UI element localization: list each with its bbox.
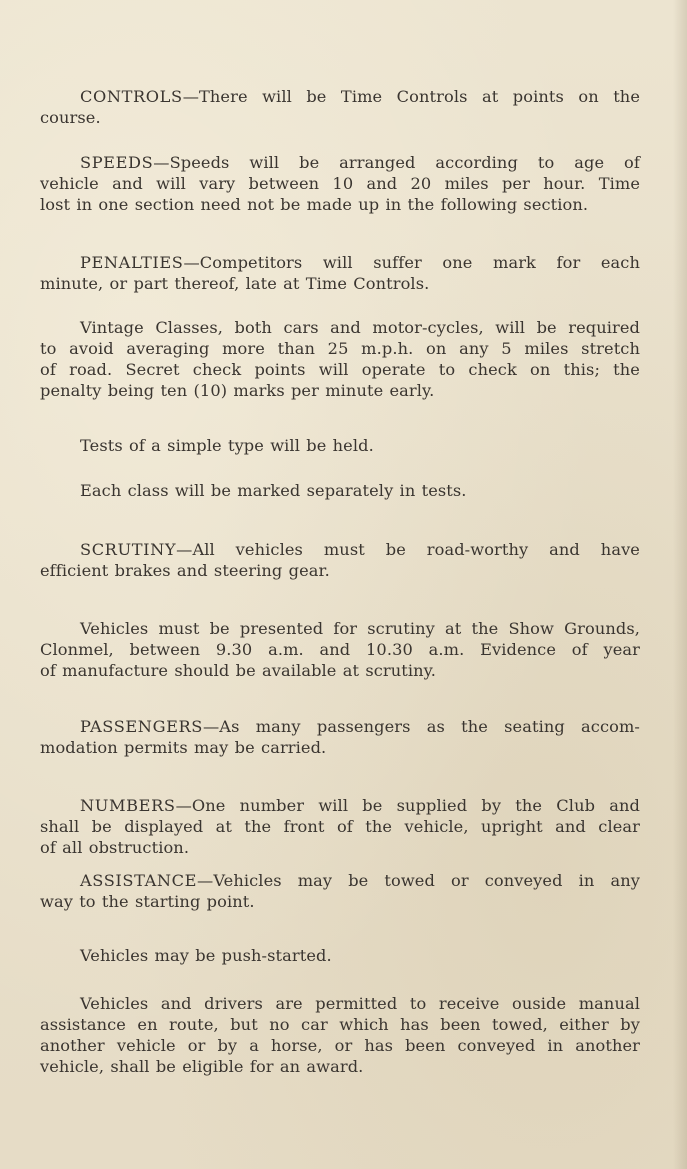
paragraph-line: [40, 560, 640, 581]
line-text: shall be displayed at the front of the vehicle, upright and clear: [40, 817, 640, 836]
paragraph-line: [40, 716, 640, 737]
section-heading: ASSISTANCE: [80, 871, 198, 890]
section-heading: SCRUTINY: [80, 540, 177, 559]
paragraph-line: [40, 1056, 640, 1077]
line-text: minute, or part thereof, late at Time Controls.: [40, 274, 430, 293]
line-text: course.: [40, 108, 101, 127]
paragraph-line: [40, 737, 640, 758]
line-text: efficient brakes and steering gear.: [40, 561, 330, 580]
paragraph-line: [40, 380, 640, 401]
paragraph-line: [40, 252, 640, 273]
line-text: —Competitors will suffer one mark for each: [183, 253, 640, 272]
paragraph-drivers: [40, 993, 640, 1077]
paragraph-line: [40, 173, 640, 194]
line-text: Vehicles must be presented for scrutiny at the Show Grounds,: [80, 619, 640, 638]
paragraph-presented: [40, 618, 640, 681]
paragraph-penalties: [40, 252, 640, 294]
line-text: —There will be Time Controls at points on the: [182, 87, 640, 106]
paragraph-scrutiny: [40, 539, 640, 581]
line-text: penalty being ten (10) marks per minute early.: [40, 381, 435, 400]
line-text: —One number will be supplied by the Club and: [175, 796, 640, 815]
paragraph-line: [40, 618, 640, 639]
paragraph-line: [40, 86, 640, 107]
paragraph-line: [40, 1014, 640, 1035]
section-heading: PENALTIES: [80, 253, 184, 272]
line-text: vehicle, shall be eligible for an award.: [40, 1057, 364, 1076]
line-text: Vehicles and drivers are permitted to receive ouside manual: [80, 994, 640, 1013]
paragraph-line: [40, 945, 640, 966]
paragraph-assistance: [40, 870, 640, 912]
line-text: —All vehicles must be road-worthy and have: [176, 540, 640, 559]
paragraph-line: [40, 660, 640, 681]
line-text: of all obstruction.: [40, 838, 190, 857]
line-text: way to the starting point.: [40, 892, 255, 911]
paragraph-line: [40, 1035, 640, 1056]
line-text: —Speeds will be arranged according to age of: [153, 153, 640, 172]
line-text: assistance en route, but no car which has been towed, either by: [40, 1015, 640, 1034]
line-text: to avoid averaging more than 25 m.p.h. on any 5 miles stretch: [40, 339, 640, 358]
line-text: —As many passengers as the seating accom-: [203, 717, 640, 736]
line-text: of manufacture should be available at scrutiny.: [40, 661, 437, 680]
section-heading: CONTROLS: [80, 87, 183, 106]
paragraph-marked: [40, 480, 640, 501]
paragraph-line: [40, 816, 640, 837]
line-text: another vehicle or by a horse, or has been conveyed in another: [40, 1036, 640, 1055]
paragraph-line: [40, 837, 640, 858]
paragraph-line: [40, 273, 640, 294]
page-edge-shadow: [673, 0, 687, 1169]
section-heading: NUMBERS: [80, 796, 176, 815]
line-text: vehicle and will vary between 10 and 20 miles per hour. Time: [40, 174, 640, 193]
paragraph-line: [40, 639, 640, 660]
paragraph-numbers: [40, 795, 640, 858]
paragraph-passengers: [40, 716, 640, 758]
paragraph-line: [40, 480, 640, 501]
section-heading: PASSENGERS: [80, 717, 203, 736]
paragraph-line: [40, 993, 640, 1014]
line-text: of road. Secret check points will operate to check on this; the: [40, 360, 640, 379]
paragraph-line: [40, 435, 640, 456]
paragraph-line: [40, 795, 640, 816]
paragraph-tests: [40, 435, 640, 456]
paragraph-vintage: [40, 317, 640, 401]
paragraph-line: [40, 317, 640, 338]
paragraph-speeds: [40, 152, 640, 215]
line-text: Vintage Classes, both cars and motor-cycles, will be required: [80, 318, 640, 337]
paragraph-line: [40, 338, 640, 359]
line-text: Clonmel, between 9.30 a.m. and 10.30 a.m. Evidence of year: [40, 640, 640, 659]
paragraph-push: [40, 945, 640, 966]
paragraph-line: [40, 870, 640, 891]
section-heading: SPEEDS: [80, 153, 154, 172]
paragraph-line: [40, 359, 640, 380]
paragraph-line: [40, 194, 640, 215]
paragraph-controls: [40, 86, 640, 128]
line-text: Tests of a simple type will be held.: [80, 436, 374, 455]
paragraph-line: [40, 539, 640, 560]
line-text: Vehicles may be push-started.: [80, 946, 332, 965]
line-text: lost in one section need not be made up in the following section.: [40, 195, 589, 214]
line-text: —Vehicles may be towed or conveyed in any: [197, 871, 640, 890]
line-text: Each class will be marked separately in tests.: [80, 481, 467, 500]
paragraph-line: [40, 107, 640, 128]
paragraph-line: [40, 891, 640, 912]
line-text: modation permits may be carried.: [40, 738, 327, 757]
paragraph-line: [40, 152, 640, 173]
